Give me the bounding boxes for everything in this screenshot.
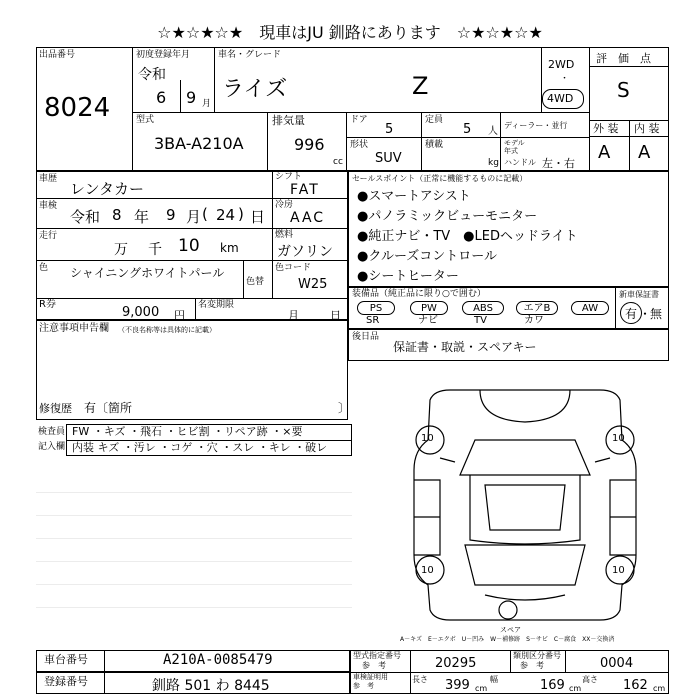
capacity-unit: 人 xyxy=(488,126,498,137)
exterior-label: 外 装 xyxy=(593,122,619,135)
car-grade: Z xyxy=(412,72,429,100)
equipment-label: 装備品（純正品に限り○で囲む） xyxy=(352,289,486,299)
shape-label: 形状 xyxy=(350,140,369,150)
displacement-unit: cc xyxy=(333,157,343,167)
inspection-label: 車検 xyxy=(39,201,58,211)
color-label: 色 xyxy=(39,263,49,273)
width-unit: cm xyxy=(569,684,582,693)
drive-2wd: 2WD xyxy=(548,58,575,71)
insp-cell: コゲ xyxy=(170,441,193,454)
sales-list xyxy=(357,187,578,287)
length-label: 長さ xyxy=(412,675,428,684)
inspection-day-unit: 日 xyxy=(250,208,266,226)
height-unit: cm xyxy=(653,684,666,693)
capacity-value: 5 xyxy=(463,122,472,137)
capacity-label: 定員 xyxy=(425,115,444,125)
color-change-label: 色替 xyxy=(246,277,265,287)
insp-cell: 内装 xyxy=(72,441,94,454)
warranty-sep: ・ xyxy=(639,307,652,321)
drive-dot: ・ xyxy=(560,74,570,84)
inspection-day: 24 xyxy=(216,206,236,224)
type-designation-label: 型式指定番号 xyxy=(353,651,401,660)
category-sub: 参 考 xyxy=(520,661,544,670)
name-change-day: 日 xyxy=(330,309,341,322)
dealer-label: ディーラー・並行 xyxy=(504,121,568,130)
lot-number: 8024 xyxy=(44,93,111,123)
ac-value: AAC xyxy=(290,210,326,226)
car-name-label: 車名・グレード xyxy=(218,50,282,60)
exterior-grade: A xyxy=(598,142,611,163)
inspector-row-1: FW ・キズ ・飛石 ・ヒビ割 ・リペア跡 ・×要 xyxy=(72,425,303,438)
inspector-label-1: 検査員 xyxy=(38,427,66,437)
first-reg-year: 6 xyxy=(156,88,167,107)
interior-grade: A xyxy=(638,142,651,163)
height-label: 高さ xyxy=(582,675,598,684)
width-label: 幅 xyxy=(490,675,498,684)
first-reg-label: 初度登録年月 xyxy=(136,50,191,60)
equip-tv: TV xyxy=(474,315,487,326)
eval-label: 評 価 点 xyxy=(596,52,651,65)
damage-mark-fr: 10 xyxy=(612,433,625,444)
insp-cell: ヒビ割 xyxy=(176,425,210,438)
history-label: 車歴 xyxy=(39,174,58,184)
car-name: ライズ xyxy=(222,77,288,102)
length-unit: cm xyxy=(475,684,488,693)
model-label: 型式 xyxy=(136,115,155,125)
recycle-unit: 円 xyxy=(174,309,185,322)
doors-value: 5 xyxy=(385,122,394,137)
type-designation-sub: 参 考 xyxy=(362,661,386,670)
accessories-label: 後日品 xyxy=(352,332,380,342)
diagram-legend: A－キズ E－エクボ U－凹み W－補修跡 S－サビ C－腐食 XX－交換済 xyxy=(400,636,615,643)
displacement-label: 排気量 xyxy=(272,114,305,127)
accessories-value: 保証書・取説・スペアキー xyxy=(393,340,537,354)
shape-value: SUV xyxy=(375,151,402,166)
inspection-era: 令和 xyxy=(70,208,101,226)
color-code-label: 色コード xyxy=(275,263,312,273)
model-year-label: モデル 年式 xyxy=(504,139,525,155)
inspection-year: 8 xyxy=(112,206,122,224)
name-change-label: 名変期限 xyxy=(198,300,235,310)
shift-label: シフト xyxy=(275,172,303,182)
insp-cell: スレ xyxy=(232,441,255,454)
drive-4wd: 4WD xyxy=(547,92,574,105)
width-value: 169 xyxy=(540,678,565,693)
first-reg-month-unit: 月 xyxy=(202,99,212,109)
plate-value: 釧路 501 わ 8445 xyxy=(152,678,270,694)
equip-sr: SR xyxy=(366,315,380,326)
category-value: 0004 xyxy=(600,656,634,671)
car-damage-diagram xyxy=(400,380,650,630)
interior-label: 内 装 xyxy=(634,122,660,135)
inspector-label-2: 記入欄 xyxy=(38,442,66,452)
warranty-no: 無 xyxy=(650,307,663,321)
lot-label: 出品番号 xyxy=(39,50,76,60)
insp-cell: リペア跡 xyxy=(224,425,268,438)
first-reg-month: 9 xyxy=(186,88,197,107)
plate-label: 登録番号 xyxy=(44,675,88,688)
handle-value: 左・右 xyxy=(542,157,575,170)
equip-airbag: エアB xyxy=(516,301,558,315)
load-label: 積載 xyxy=(425,140,444,150)
mileage-value: 10 xyxy=(178,236,200,256)
equip-kawa: カワ xyxy=(524,315,544,326)
displacement-value: 996 xyxy=(294,135,325,154)
mileage-sen: 千 xyxy=(148,242,162,258)
drive-4wd-circle xyxy=(542,89,584,109)
equip-navi: ナビ xyxy=(418,315,438,326)
repair-value: 有〔箇所 xyxy=(84,401,133,415)
name-change-month: 月 xyxy=(288,309,299,322)
sales-label: セールスポイント（正常に機能するものに記載） xyxy=(352,174,528,183)
repair-label: 修復歴 xyxy=(39,402,72,415)
sales-item: ●シートヒーター xyxy=(357,269,459,284)
mileage-label: 走行 xyxy=(39,231,58,241)
eval-score: S xyxy=(617,78,630,102)
insp-cell: 穴 xyxy=(206,441,218,454)
type-designation-value: 20295 xyxy=(435,656,477,671)
inspector-row-2: 内装 キズ ・汚レ ・コゲ ・穴 ・スレ ・キレ ・破レ xyxy=(72,441,328,454)
color-code: W25 xyxy=(298,277,328,292)
first-reg-era: 令和 xyxy=(138,67,166,83)
height-value: 162 xyxy=(623,678,648,693)
inspection-month-unit: 月 xyxy=(186,208,202,226)
notes-sublabel: （不良名称等は具体的に記載） xyxy=(118,326,216,334)
inspection-wd-open: ( xyxy=(202,205,208,223)
ac-label: 冷房 xyxy=(275,200,294,210)
length-value: 399 xyxy=(445,678,470,693)
insp-cell: キレ xyxy=(268,441,291,454)
shift-value: FAT xyxy=(290,182,320,198)
insp-cell: 破レ xyxy=(305,441,328,454)
insp-cell: 飛石 xyxy=(140,425,162,438)
color-value: シャイニングホワイトパール xyxy=(70,266,225,280)
damage-mark-fl: 10 xyxy=(421,433,434,444)
insp-cell: キズ xyxy=(97,441,120,454)
mileage-unit: km xyxy=(220,241,239,255)
load-unit: kg xyxy=(488,158,499,168)
fuel-value: ガソリン xyxy=(277,244,333,260)
category-label: 類別区分番号 xyxy=(513,651,561,660)
warranty-label: 新車保証書 xyxy=(619,290,659,299)
recycle-value: 9,000 xyxy=(122,305,160,320)
insp-cell: 汚レ xyxy=(133,441,156,454)
model-code: 3BA-A210A xyxy=(154,134,244,153)
equip-pw: PW xyxy=(410,301,448,315)
dimensions-label: 車検証明用 参 考 xyxy=(353,673,388,690)
mileage-man: 万 xyxy=(114,242,128,258)
inspection-year-unit: 年 xyxy=(134,208,150,226)
insp-cell: FW xyxy=(72,425,90,438)
spare-label: スペア xyxy=(500,626,521,634)
blank-lines xyxy=(36,470,352,630)
equip-abs: ABS xyxy=(462,301,504,315)
insp-cell: キズ xyxy=(103,425,126,438)
fuel-label: 燃料 xyxy=(275,230,294,240)
equip-aw: AW xyxy=(571,301,609,315)
recycle-label: R券 xyxy=(39,299,56,310)
sales-item: ●純正ナビ・TV ●LEDヘッドライト xyxy=(357,229,578,244)
inspection-wd-close: ) xyxy=(238,205,244,223)
frame-label: 車台番号 xyxy=(44,653,88,666)
notes-block xyxy=(36,320,351,420)
repair-close: 〕 xyxy=(338,401,351,415)
header-banner: ☆★☆★☆★ 現車はJU 釧路にあります ☆★☆★☆★ xyxy=(157,23,543,42)
handle-label: ハンドル xyxy=(504,158,536,167)
sales-item: ●スマートアシスト xyxy=(357,189,471,204)
frame-value: A210A-0085479 xyxy=(163,652,273,668)
inspection-month: 9 xyxy=(166,206,176,224)
notes-label: 注意事項申告欄 xyxy=(39,323,109,334)
sales-item: ●クルーズコントロール xyxy=(357,249,498,264)
doors-label: ドア xyxy=(350,115,368,125)
warranty-yes: 有 xyxy=(625,307,638,321)
damage-mark-rl: 10 xyxy=(421,565,434,576)
sales-item: ●パノラミックビューモニター xyxy=(357,209,538,224)
damage-mark-rr: 10 xyxy=(612,565,625,576)
history-value: レンタカー xyxy=(70,180,145,198)
equip-ps: PS xyxy=(357,301,395,315)
insp-cell: ×要 xyxy=(282,425,303,438)
